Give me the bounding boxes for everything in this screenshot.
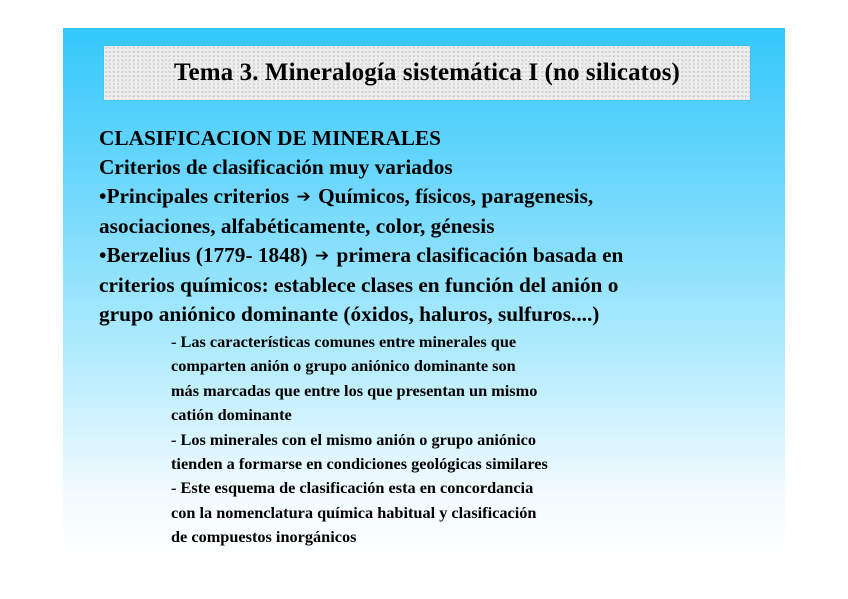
slide-title: Tema 3. Mineralogía sistemática I (no silicatos) [174, 59, 680, 86]
sub-point-line: catión dominante [171, 405, 292, 425]
bullet-continuation: criterios químicos: establece clases en función del anión o [99, 273, 619, 297]
bullet-principal-criteria [99, 182, 759, 212]
arrow-right-icon: ➔ [296, 187, 311, 207]
sub-point-line: de compuestos inorgánicos [171, 527, 357, 547]
sub-point-line: - Este esquema de clasificación esta en concordancia [171, 478, 534, 498]
sub-point-line: tienden a formarse en condiciones geológicas similares [171, 454, 548, 474]
bullet-prefix: •Principales criterios [99, 184, 290, 208]
section-subheading: Criterios de clasificación muy variados [99, 155, 453, 179]
bullet-text: Químicos, físicos, paragenesis, [318, 184, 594, 208]
sub-point-line: - Los minerales con el mismo anión o grupo aniónico [171, 429, 536, 449]
arrow-right-icon: ➔ [314, 246, 330, 266]
title-box [104, 46, 750, 100]
sub-point-line: con la nomenclatura química habitual y clasificación [171, 502, 537, 522]
section-heading: CLASIFICACION DE MINERALES [99, 126, 441, 150]
sub-points [171, 330, 691, 550]
bullet-continuation: asociaciones, alfabéticamente, color, génesis [99, 214, 495, 238]
bullet-prefix: •Berzelius (1779- 1848) [99, 243, 308, 267]
bullet-berzelius [99, 241, 759, 271]
main-content [99, 124, 759, 329]
sub-point-line: más marcadas que entre los que presentan un mismo [171, 380, 538, 400]
sub-point-line: - Las características comunes entre minerales que [171, 332, 517, 351]
bullet-continuation: grupo aniónico dominante (óxidos, haluros, sulfuros....) [99, 302, 600, 326]
slide [63, 28, 785, 560]
bullet-text: primera clasificación basada en [336, 243, 624, 267]
sub-point-line: comparten anión o grupo aniónico dominante son [171, 356, 516, 376]
